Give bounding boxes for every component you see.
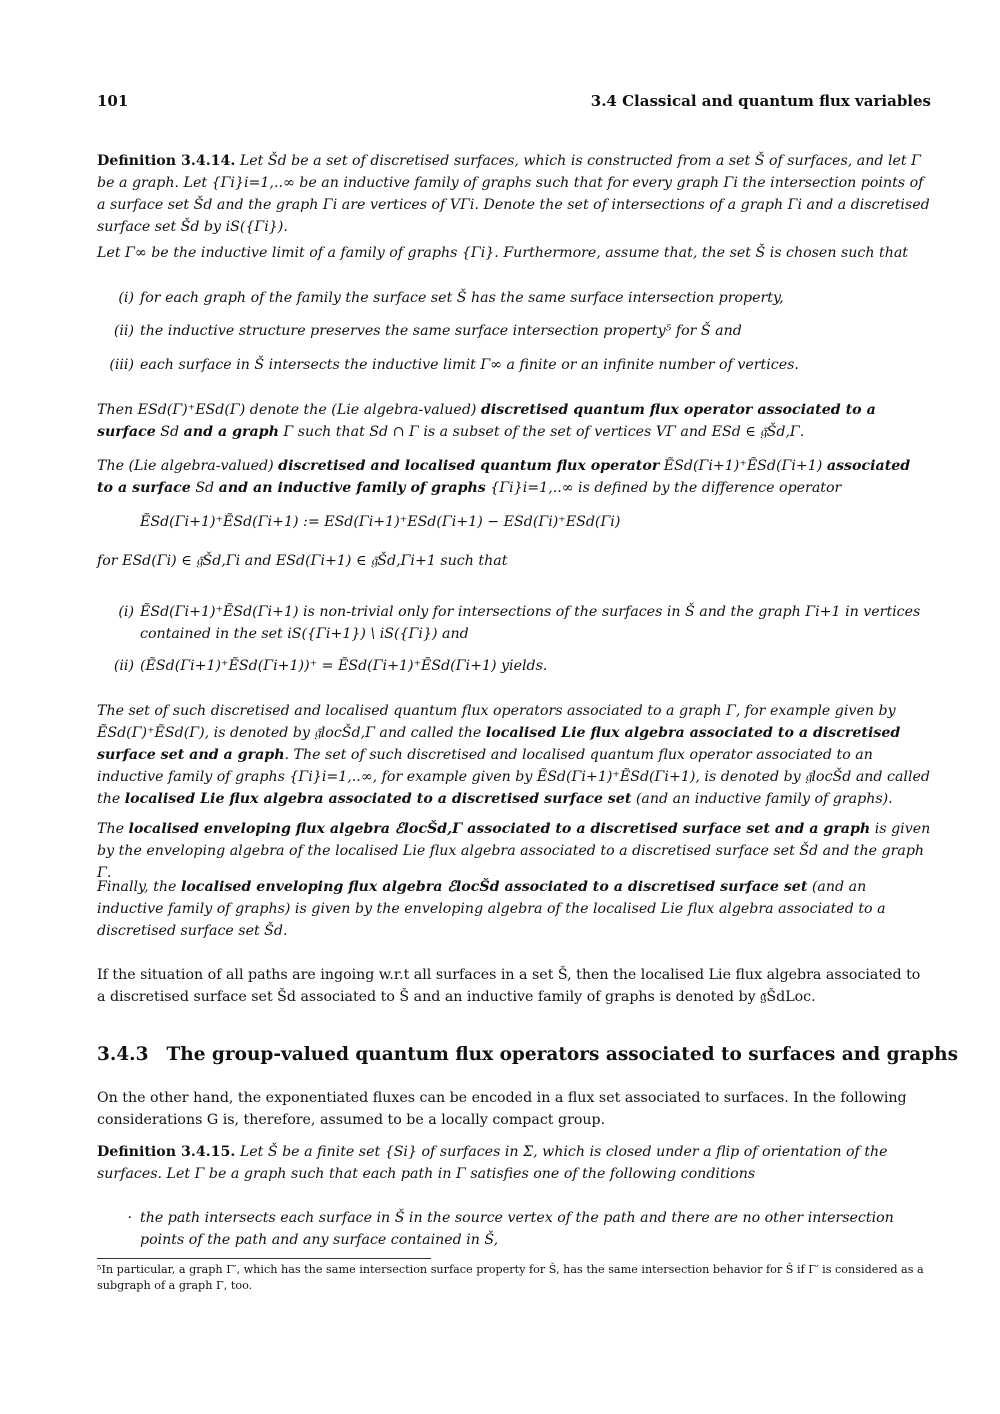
condition-line: for ESd(Γi) ∈ 𝔤̄Šd,Γi and ESd(Γi+1) ∈ 𝔤̄Šd,Γi+1 such that	[97, 553, 508, 569]
enveloping-algebra-paragraph	[97, 818, 931, 884]
text-span: (and an inductive family of graphs).	[631, 791, 893, 807]
term-localised-lie-flux-algebra-graph: localised Lie flux algebra associated to a discretised surface set and a graph	[97, 725, 901, 763]
text-span: The (Lie algebra-valued)	[97, 458, 279, 474]
list-label: (ii)	[113, 658, 134, 674]
section-heading	[97, 1044, 958, 1065]
text-span: The set of such discretised and localised quantum flux operators associated to a graph Γ, for example given by ẼSd(Γ)⁺ẼSd(Γ), is denoted by 𝔤̄locŠd,Γ and called the	[97, 703, 896, 741]
definition-3-4-15	[97, 1141, 931, 1185]
term-and-a-graph: and a graph	[183, 424, 279, 440]
list-text: ẼSd(Γi+1)⁺ẼSd(Γi+1) is non-trivial only for intersections of the surfaces in Š and the graph Γi+1 in vertices contained in the set iS({Γi+1}) \ iS({Γi}) and	[140, 604, 921, 642]
term-discretised-quantum-flux-operator: discretised quantum flux operator associated to a surface	[97, 402, 876, 440]
definition-label: Definition 3.4.15.	[97, 1144, 236, 1160]
text-span: Finally, the	[97, 879, 181, 895]
list-item	[118, 601, 931, 645]
list-item	[109, 354, 931, 376]
text-span: Sd	[190, 480, 219, 496]
text-span: (and an inductive family of graphs) is given by the enveloping algebra of the localised Lie flux algebra associated to a discretised surface set Šd.	[97, 879, 886, 939]
term-localised-lie-flux-algebra: localised Lie flux algebra associated to a discretised surface set	[124, 791, 632, 807]
page-number: 101	[97, 92, 129, 110]
term-localised-enveloping-flux-algebra: localised enveloping flux algebra ℰlocŠd associated to a discretised surface set	[180, 879, 808, 895]
term-associated-to-a-surface: associated to a surface	[97, 458, 911, 496]
localised-flux-operator-paragraph	[97, 455, 931, 499]
list-text: each surface in Š intersects the inductive limit Γ∞ a finite or an infinite number of vertices.	[140, 357, 799, 373]
term-inductive-family: and an inductive family of graphs	[218, 480, 486, 496]
text-span: The	[97, 821, 129, 837]
flux-operator-paragraph	[97, 399, 931, 443]
finally-paragraph	[97, 876, 931, 942]
bullet-text: the path intersects each surface in Š in the source vertex of the path and there are no other intersection points of the path and any surface contained in Š,	[140, 1210, 894, 1248]
text-span: ẼSd(Γi+1)⁺ẼSd(Γi+1)	[659, 458, 827, 474]
lie-flux-algebra-paragraph	[97, 700, 931, 810]
text-span: is given by the enveloping algebra of the localised Lie flux algebra associated to a discretised surface set Šd and the graph Γ.	[97, 821, 931, 881]
list-item	[113, 320, 931, 342]
footnote: ⁵In particular, a graph Γ′, which has the same intersection surface property for Š, has the same intersection behavior for Š if Γ′ is considered as a subgraph of a graph Γ, too.	[97, 1263, 924, 1292]
other-hand-paragraph: On the other hand, the exponentiated fluxes can be encoded in a flux set associated to surfaces. In the following considerations G is, therefore, assumed to be a locally compact group.	[97, 1090, 907, 1128]
definition-label: Definition 3.4.14.	[97, 153, 236, 169]
text-span: Sd	[155, 424, 184, 440]
term-localised-quantum-flux-operator: discretised and localised quantum flux operator	[278, 458, 660, 474]
term-localised-enveloping-flux-algebra-graph: localised enveloping flux algebra ℰlocŠd,Γ associated to a discretised surface set and a graph	[128, 821, 871, 837]
section-number: 3.4.3	[97, 1044, 149, 1065]
list-text: (ẼSd(Γi+1)⁺ẼSd(Γi+1))⁺ = ẼSd(Γi+1)⁺ẼSd(Γi+1) yields.	[140, 658, 548, 674]
list-label: (i)	[118, 604, 134, 620]
text-span: {Γi}i=1,..∞ is defined by the difference operator	[485, 480, 842, 496]
section-title: The group-valued quantum flux operators associated to surfaces and graphs	[166, 1044, 959, 1065]
list-item	[113, 655, 931, 677]
definition-text: Let Šd be a set of discretised surfaces, which is constructed from a set Š of surfaces, and let Γ be a graph. Let {Γi}i=1,..∞ be an inductive family of graphs such that for every graph Γi the intersection points of a surface set Šd and the graph Γi are vertices of VΓi. Denote the set of intersections of a graph Γi and a discretised surface set Šd by iS({Γi}).	[97, 153, 930, 235]
list-label: (ii)	[113, 323, 134, 339]
definition-text: Let Š be a finite set {Si} of surfaces in Σ, which is closed under a flip of orientation of the surfaces. Let Γ be a graph such that each path in Γ satisfies one of the following conditions	[97, 1144, 888, 1182]
running-header	[97, 92, 931, 112]
ingoing-paragraph: If the situation of all paths are ingoing w.r.t all surfaces in a set Š, then the localised Lie flux algebra associated to a discretised surface set Šd associated to Š and an inductive family of graphs is denoted by 𝔤̄ŠdLoc.	[97, 967, 921, 1005]
text-span: . The set of such discretised and localised quantum flux operator associated to an inductive family of graphs {Γi}i=1,..∞, for example given by ẼSd(Γi+1)⁺ẼSd(Γi+1), is denoted by 𝔤̄locŠd and called the	[97, 747, 930, 807]
list-label: (iii)	[109, 357, 134, 373]
definition-3-4-14	[97, 150, 931, 238]
list-text: for each graph of the family the surface set Š has the same surface intersection property,	[140, 290, 784, 306]
list-text: the inductive structure preserves the same surface intersection property⁵ for Š and	[140, 323, 742, 339]
list-label: (i)	[118, 290, 134, 306]
bullet-marker: ·	[127, 1210, 132, 1226]
text-span: Γ such that Sd ∩ Γ is a subset of the set of vertices VΓ and ESd ∈ 𝔤̄Šd,Γ.	[278, 424, 805, 440]
inductive-limit-paragraph: Let Γ∞ be the inductive limit of a family of graphs {Γi}. Furthermore, assume that, the set Š is chosen such that	[97, 245, 908, 261]
running-title: 3.4 Classical and quantum flux variables	[590, 92, 931, 110]
footnote-rule	[97, 1258, 431, 1259]
list-item	[118, 287, 931, 309]
difference-operator-equation: ẼSd(Γi+1)⁺ẼSd(Γi+1) := ESd(Γi+1)⁺ESd(Γi+1) − ESd(Γi)⁺ESd(Γi)	[140, 514, 621, 530]
text-span: Then ESd(Γ)⁺ESd(Γ) denote the (Lie algebra-valued)	[97, 402, 481, 418]
bullet-item	[127, 1207, 931, 1251]
